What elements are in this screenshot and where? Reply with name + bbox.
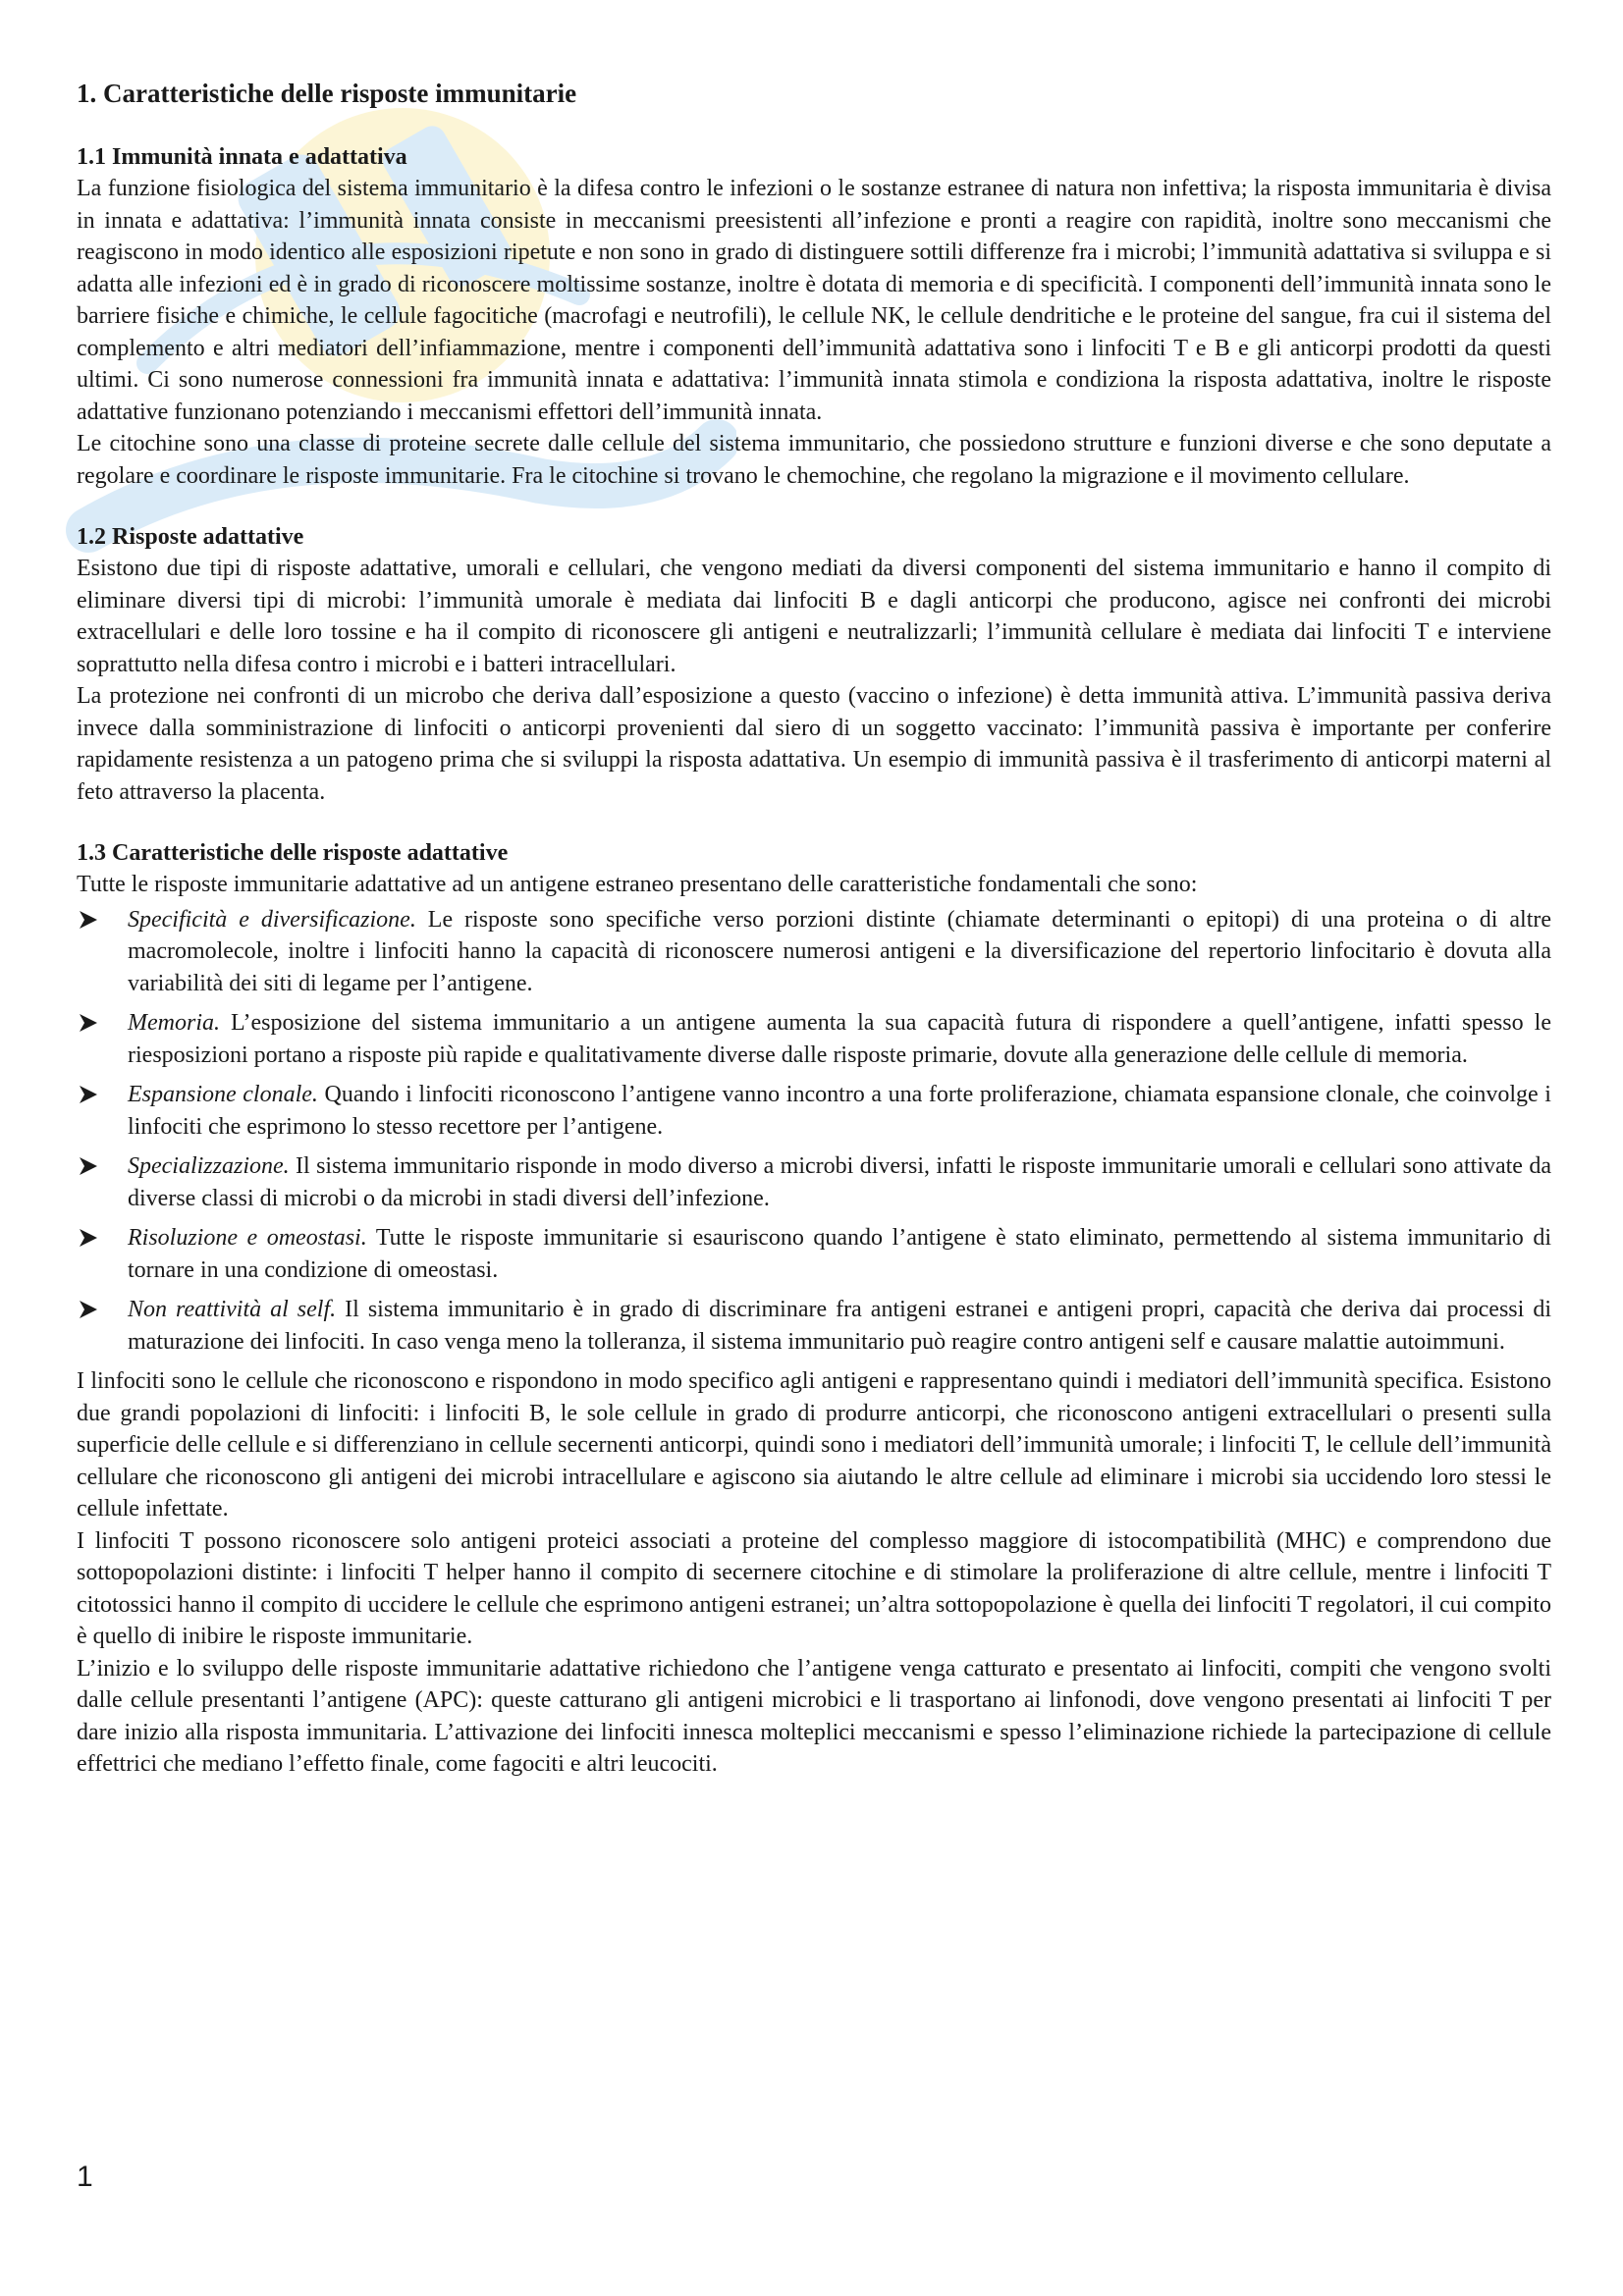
arrowhead-bullet-icon (79, 1156, 98, 1176)
feature-term: Specificità e diversificazione. (128, 906, 416, 933)
feature-term: Memoria. (128, 1010, 220, 1036)
arrowhead-bullet-icon (79, 910, 98, 930)
feature-text: Il sistema immunitario risponde in modo diverso a microbi diversi, infatti le risposte immunitarie umorali e cellulari sono attivate da diverse classi di microbi o da microbi in stadi diversi dell’infezione. (128, 1153, 1551, 1211)
list-item (77, 1150, 1551, 1214)
paragraph: La funzione fisiologica del sistema immunitario è la difesa contro le infezioni o le sostanze estranee di natura non infettiva; la risposta immunitaria è divisa in innata e adattativa: l’immunità innata consiste in meccanismi preesistenti all’infezione e pronti a reagire con rapidità, inoltre sono meccanismi che reagiscono in modo identico alle esposizioni ripetute e non sono in grado di distinguere sottili differenze fra i microbi; l’immunità adattativa si sviluppa e si adatta alle infezioni ed è in grado di riconoscere moltissime sostanze, inoltre è dotata di memoria e di specificità. I componenti dell’immunità innata sono le barriere fisiche e chimiche, le cellule fagocitiche (macrofagi e neutrofili), le cellule NK, le cellule dendritiche e le proteine del sangue, fra cui il sistema del complemento e altri mediatori dell’infiammazione, mentre i componenti dell’immunità adattativa sono i linfociti T e B e gli anticorpi prodotti da questi ultimi. Ci sono numerose connessioni fra immunità innata e adattativa: l’immunità innata stimola e condiziona la risposta adattativa, inoltre le risposte adattative funzionano potenziando i meccanismi effettori dell’immunità innata. (77, 176, 1551, 425)
section-heading-1-3: 1.3 Caratteristiche delle risposte adattative (77, 840, 509, 866)
document-content (77, 77, 1551, 1781)
paragraph: Esistono due tipi di risposte adattative, umorali e cellulari, che vengono mediati da diversi componenti del sistema immunitario e hanno il compito di eliminare diversi tipi di microbi: l’immunità umorale è mediata dai linfociti B e dagli anticorpi che producono, agisce nei confronti dei microbi extracellulari e delle loro tossine e ha il compito di riconoscere gli antigeni e neutralizzarli; l’immunità cellulare è mediata dai linfociti T e interviene soprattutto nella difesa contro i microbi e i batteri intracellulari. (77, 556, 1551, 677)
feature-list (77, 904, 1551, 1359)
section-heading-1-1: 1.1 Immunità innata e adattativa (77, 144, 407, 170)
feature-text: Il sistema immunitario è in grado di discriminare fra antigeni estranei e antigeni propri, capacità che deriva dai processi di maturazione dei linfociti. In caso venga meno la tolleranza, il sistema immunitario può reagire contro antigeni self e causare malattie autoimmuni. (128, 1297, 1551, 1355)
feature-text: Le risposte sono specifiche verso porzioni distinte (chiamate determinanti o epitopi) di una proteina o di altre macromolecole, inoltre i linfociti hanno la capacità di riconoscere numerosi antigeni e la diversificazione del repertorio linfocitario è dovuta alla variabilità dei siti di legame per l’antigene. (128, 906, 1552, 996)
list-item (77, 904, 1551, 1000)
section-intro: Tutte le risposte immunitarie adattative ad un antigene estraneo presentano delle caratteristiche fondamentali che sono: (77, 872, 1198, 897)
paragraph: La protezione nei confronti di un microbo che deriva dall’esposizione a questo (vaccino o infezione) è detta immunità attiva. L’immunità passiva deriva invece dalla somministrazione di linfociti o anticorpi provenienti dal siero di un soggetto vaccinato: l’immunità passiva è importante per conferire rapidamente resistenza a un patogeno prima che si sviluppi la risposta adattativa. Un esempio di immunità passiva è il trasferimento di anticorpi materni al feto attraverso la placenta. (77, 683, 1551, 805)
arrowhead-bullet-icon (79, 1085, 98, 1104)
feature-term: Espansione clonale. (128, 1082, 318, 1107)
paragraph: I linfociti sono le cellule che riconoscono e rispondono in modo specifico agli antigeni e rappresentano quindi i mediatori dell’immunità specifica. Esistono due grandi popolazioni di linfociti: i linfociti B, le sole cellule in grado di produrre anticorpi, che riconoscono antigeni extracellulari o presenti sulla superficie delle cellule e si differenziano in cellule secernenti anticorpi, quindi sono i mediatori dell’immunità umorale; i linfociti T, le cellule dell’immunità cellulare che riconoscono gli antigeni dei microbi intracellulare e agiscono sia aiutando le altre cellule ad eliminare i microbi sia uccidendo loro stessi le cellule infettate. (77, 1368, 1551, 1522)
paragraph: I linfociti T possono riconoscere solo antigeni proteici associati a proteine del complesso maggiore di istocompatibilità (MHC) e comprendono due sottopopolazioni distinte: i linfociti T helper hanno il compito di secernere citochine e di stimolare la proliferazione di altre cellule, mentre i linfociti T citotossici hanno il compito di uccidere le cellule che esprimono antigeni estranei; un’altra sottopopolazione è quella dei linfociti T regolatori, il cui compito è quello di inibire le risposte immunitarie. (77, 1527, 1552, 1649)
chapter-title: 1. Caratteristiche delle risposte immunitarie (77, 79, 577, 108)
feature-term: Non reattività al self. (128, 1297, 337, 1322)
arrowhead-bullet-icon (79, 1228, 98, 1248)
paragraph: Le citochine sono una classe di proteine secrete dalle cellule del sistema immunitario, che possiedono strutture e funzioni diverse e che sono deputate a regolare e coordinare le risposte immunitarie. Fra le citochine si trovano le chemochine, che regolano la migrazione e il movimento cellulare. (77, 431, 1551, 489)
list-item (77, 1007, 1551, 1071)
feature-text: L’esposizione del sistema immunitario a un antigene aumenta la sua capacità futura di rispondere a quell’antigene, infatti spesso le riesposizioni portano a risposte più rapide e qualitativamente diverse dalle risposte primarie, dovute alla generazione delle cellule di memoria. (128, 1010, 1551, 1068)
page-number: 1 (77, 2161, 93, 2193)
paragraph: L’inizio e lo sviluppo delle risposte immunitarie adattative richiedono che l’antigene venga catturato e presentato ai linfociti, compiti che vengono svolti dalle cellule presentanti l’antigene (APC): queste catturano gli antigeni microbici e li trasportano ai linfonodi, dove vengono presentati ai linfociti T per dare inizio alla risposta immunitaria. L’attivazione dei linfociti innesca molteplici meccanismi e spesso l’eliminazione richiede la partecipazione di cellule effettrici che mediano l’effetto finale, come fagociti e altri leucociti. (77, 1655, 1551, 1777)
list-item (77, 1079, 1551, 1143)
section-heading-1-2: 1.2 Risposte adattative (77, 524, 304, 550)
feature-term: Specializzazione. (128, 1153, 290, 1179)
feature-term: Risoluzione e omeostasi. (128, 1225, 367, 1251)
list-item (77, 1222, 1551, 1286)
feature-text: Quando i linfociti riconoscono l’antigene vanno incontro a una forte proliferazione, chiamata espansione clonale, che coinvolge i linfociti che esprimono lo stesso recettore per l’antigene. (128, 1082, 1551, 1140)
feature-text: Tutte le risposte immunitarie si esauriscono quando l’antigene è stato eliminato, permettendo al sistema immunitario di tornare in una condizione di omeostasi. (128, 1225, 1551, 1283)
arrowhead-bullet-icon (79, 1300, 98, 1319)
list-item (77, 1294, 1551, 1358)
arrowhead-bullet-icon (79, 1013, 98, 1033)
